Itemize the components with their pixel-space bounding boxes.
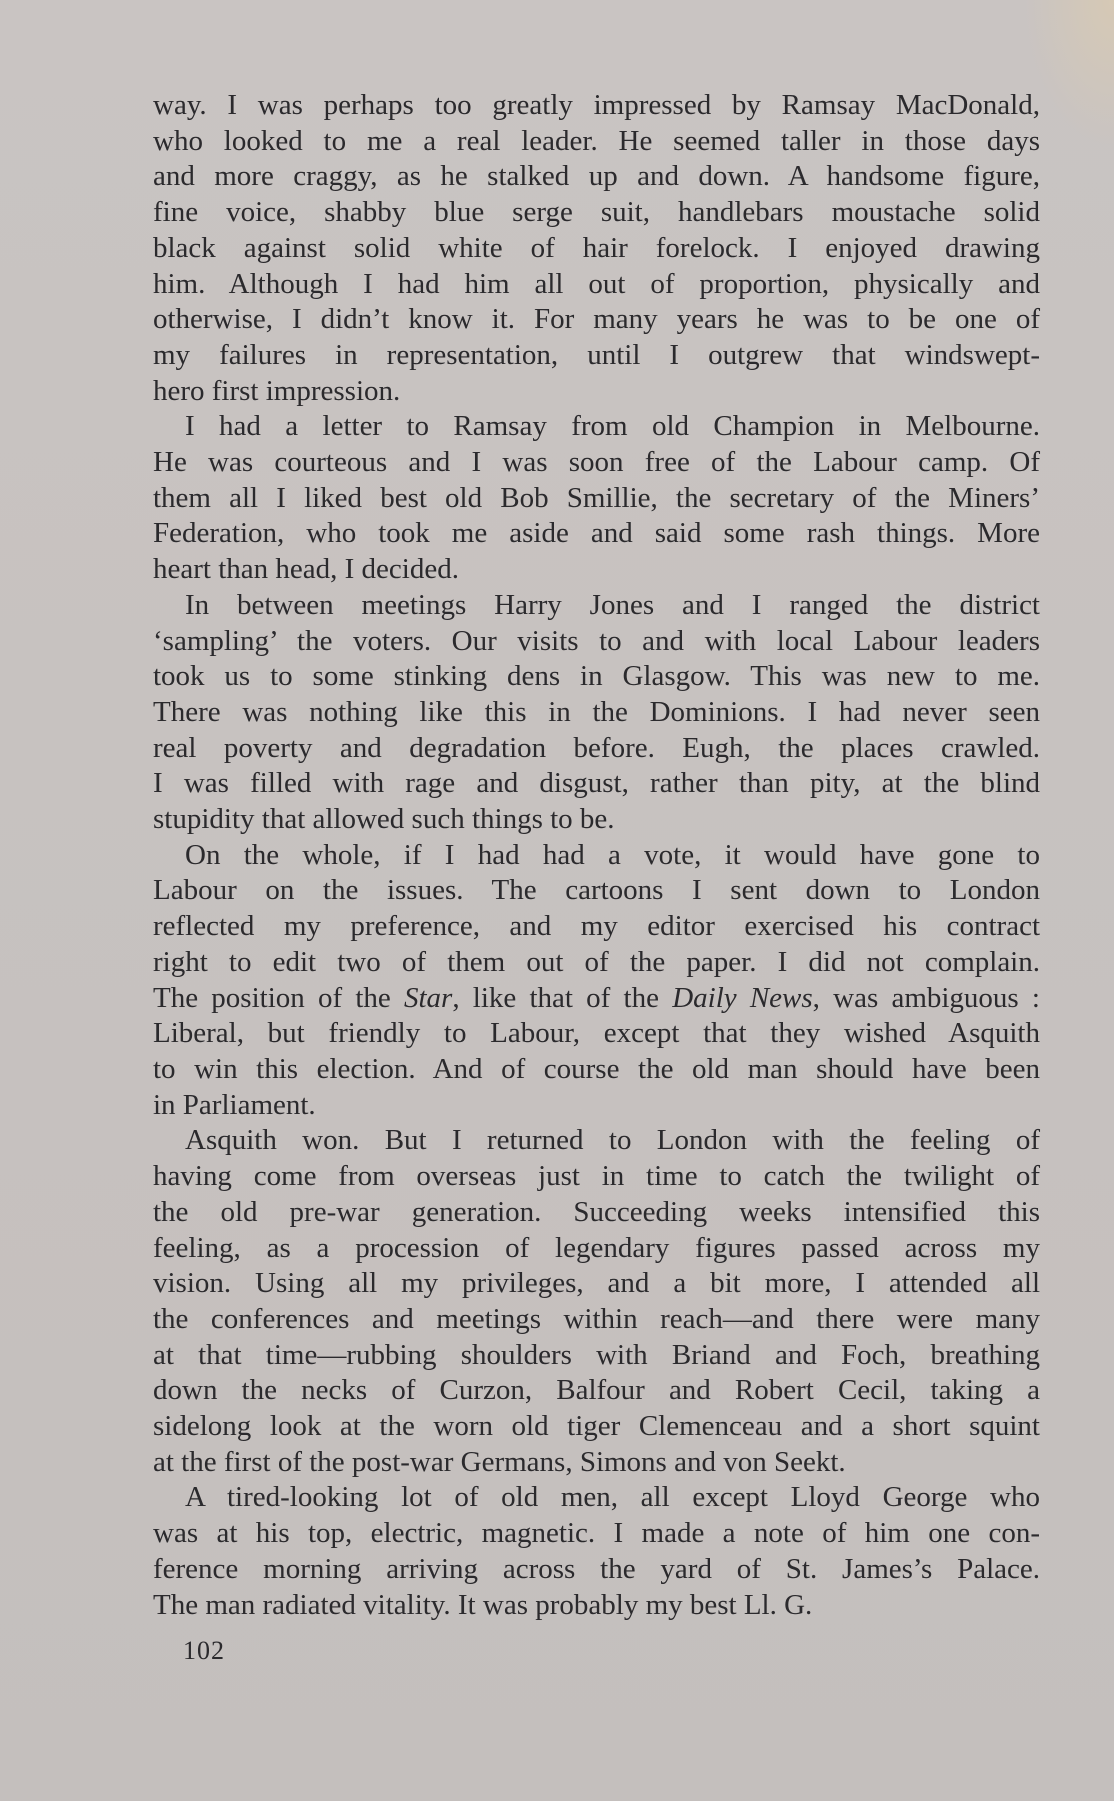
text-line: In between meetings Harry Jones and I ranged the district — [185, 588, 1040, 621]
text-line: vision. Using all my privileges, and a bit more, I attended all — [153, 1267, 1040, 1300]
text-line: ‘sampling’ the voters. Our visits to and with local Labour leaders — [153, 624, 1040, 657]
text-line: to win this election. And of course the old man should have been — [153, 1052, 1040, 1085]
paragraph-5 — [153, 1123, 1040, 1480]
text-line: reflected my preference, and my editor exercised his contract — [153, 910, 1040, 943]
text-line: I had a letter to Ramsay from old Champion in Melbourne. — [185, 410, 1040, 443]
text-line: Asquith won. But I returned to London with the feeling of — [185, 1124, 1040, 1157]
paragraph-1 — [153, 88, 1040, 409]
paragraph-6 — [153, 1480, 1040, 1623]
text-line: Federation, who took me aside and said some rash things. More — [153, 517, 1040, 550]
text-line: fine voice, shabby blue serge suit, handlebars moustache solid — [153, 196, 1040, 229]
text-line: the conferences and meetings within reach—and there were many — [153, 1302, 1040, 1335]
text-line: stupidity that allowed such things to be. — [153, 803, 615, 836]
text-line: I was filled with rage and disgust, rather than pity, at the blind — [153, 767, 1040, 800]
text-line: my failures in representation, until I outgrew that windswept- — [153, 338, 1040, 371]
text-line: at that time—rubbing shoulders with Briand and Foch, breathing — [153, 1338, 1040, 1371]
text-line: On the whole, if I had had a vote, it would have gone to — [185, 838, 1040, 871]
text-line: in Parliament. — [153, 1088, 316, 1121]
paragraph-3 — [153, 588, 1040, 838]
daily-news-title: Daily News — [672, 981, 813, 1014]
text-line: way. I was perhaps too greatly impressed by Ramsay MacDonald, — [153, 89, 1040, 121]
text-line-star — [153, 981, 1040, 1017]
text-line: hero first impression. — [153, 374, 401, 407]
paragraph-2 — [153, 409, 1040, 588]
text-line: feeling, as a procession of legendary figures passed across my — [153, 1231, 1040, 1264]
text-line: heart than head, I decided. — [153, 553, 459, 586]
text-line: was at his top, electric, magnetic. I made a note of him one con- — [153, 1517, 1040, 1550]
text-line: at the first of the post-war Germans, Simons and von Seekt. — [153, 1445, 846, 1478]
text-line: and more craggy, as he stalked up and down. A handsome figure, — [153, 160, 1040, 193]
star-title: Star — [403, 981, 453, 1014]
text-line: Liberal, but friendly to Labour, except that they wished Asquith — [153, 1017, 1040, 1050]
text-line: black against solid white of hair forelock. I enjoyed drawing — [153, 231, 1040, 264]
text-line: took us to some stinking dens in Glasgow. This was new to me. — [153, 660, 1040, 693]
text-line: down the necks of Curzon, Balfour and Robert Cecil, taking a — [153, 1374, 1040, 1407]
text-line: There was nothing like this in the Dominions. I had never seen — [153, 695, 1040, 728]
text-line: otherwise, I didn’t know it. For many years he was to be one of — [153, 303, 1040, 336]
text-line: The man radiated vitality. It was probably my best Ll. G. — [153, 1588, 813, 1621]
star-line-part-e: , was ambiguous : — [812, 981, 1040, 1014]
text-line: right to edit two of them out of the paper. I did not complain. — [153, 945, 1040, 978]
text-line: him. Although I had him all out of proportion, physically and — [153, 267, 1040, 300]
body-text — [153, 88, 1040, 1623]
star-line-part-a: The position of the — [153, 981, 404, 1014]
text-line: He was courteous and I was soon free of the Labour camp. Of — [153, 446, 1040, 479]
star-line-part-c: , like that of the — [452, 981, 673, 1014]
text-line: real poverty and degradation before. Eugh, the places crawled. — [153, 731, 1040, 764]
text-line: ference morning arriving across the yard of St. James’s Palace. — [153, 1552, 1040, 1585]
page-number: 102 — [183, 1636, 225, 1665]
text-line: having come from overseas just in time to catch the twilight of — [153, 1160, 1040, 1193]
text-line: A tired-looking lot of old men, all except Lloyd George who — [185, 1481, 1040, 1514]
text-line: them all I liked best old Bob Smillie, the secretary of the Miners’ — [153, 481, 1040, 514]
text-line: the old pre-war generation. Succeeding weeks intensified this — [153, 1195, 1040, 1228]
text-line: who looked to me a real leader. He seemed taller in those days — [153, 124, 1040, 157]
paragraph-4 — [153, 838, 1040, 1124]
text-line: sidelong look at the worn old tiger Clemenceau and a short squint — [153, 1410, 1040, 1443]
text-line: Labour on the issues. The cartoons I sent down to London — [153, 874, 1040, 907]
